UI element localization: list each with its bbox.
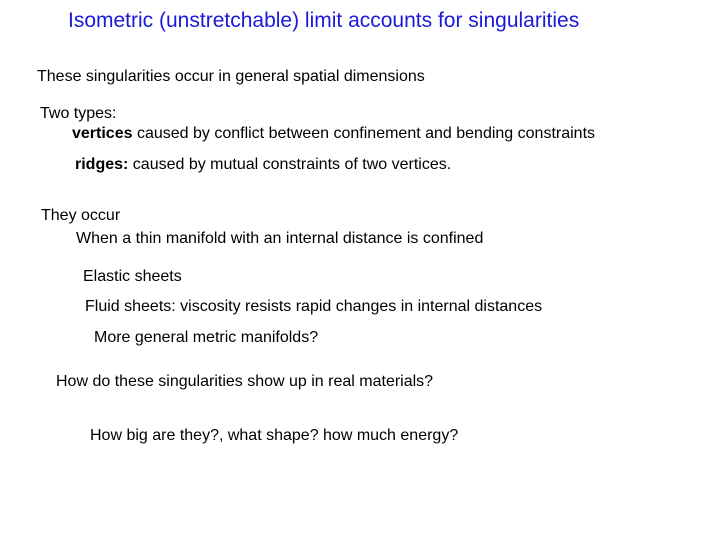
occur-heading: They occur <box>41 207 121 224</box>
slide-title: Isometric (unstretchable) limit accounts for singularities <box>68 9 580 32</box>
ridges-line <box>75 155 451 175</box>
types-heading: Two types: <box>40 105 117 122</box>
vertices-line <box>72 124 595 144</box>
vertices-desc: caused by conflict between confinement and bending constraints <box>132 125 596 142</box>
general-manifolds: More general metric manifolds? <box>94 329 319 346</box>
vertices-term: vertices <box>72 125 133 142</box>
ridges-term: ridges: <box>75 156 129 173</box>
occur-line: When a thin manifold with an internal distance is confined <box>76 230 484 247</box>
ridges-desc: caused by mutual constraints of two vertices. <box>128 156 452 173</box>
question-size: How big are they?, what shape? how much energy? <box>90 427 459 444</box>
fluid-sheets: Fluid sheets: viscosity resists rapid changes in internal distances <box>85 298 543 315</box>
intro-text: These singularities occur in general spatial dimensions <box>37 68 425 85</box>
elastic-sheets: Elastic sheets <box>83 268 182 285</box>
question-materials: How do these singularities show up in real materials? <box>56 373 434 390</box>
